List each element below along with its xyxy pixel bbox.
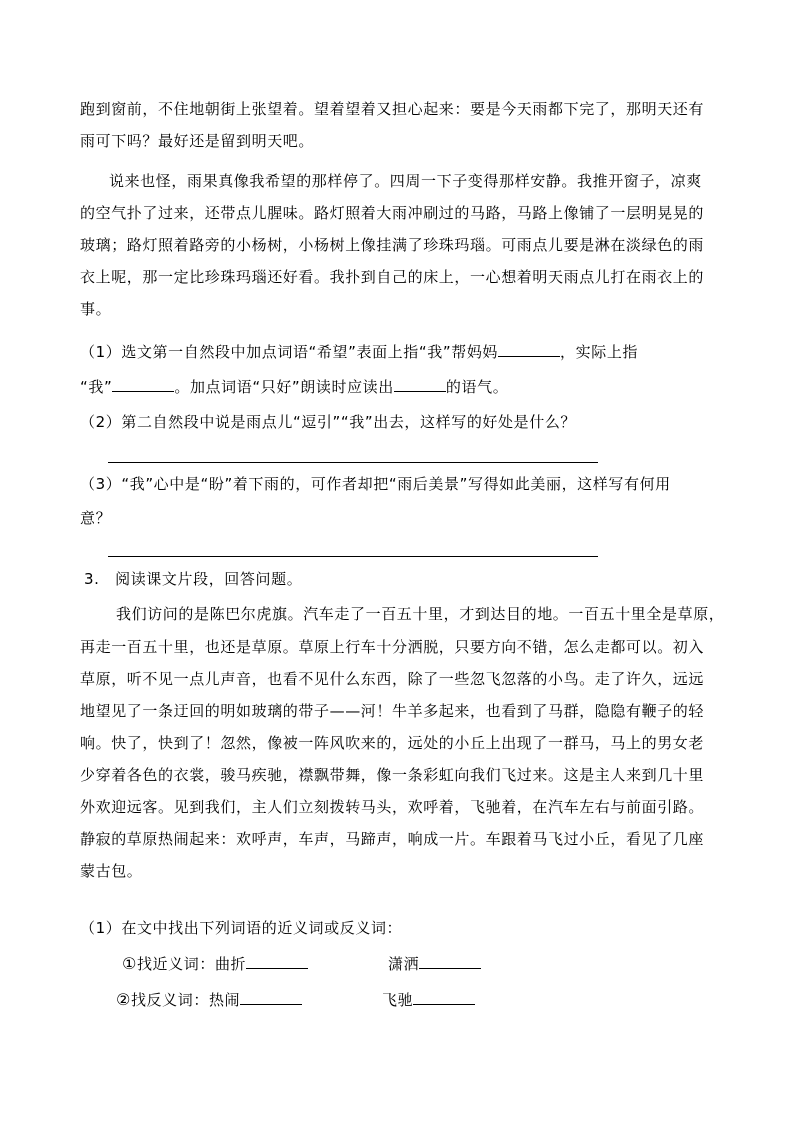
text-line: 响。快了，快到了！忽然，像被一阵风吹来的，远处的小丘上出现了一群马，马上的男女老: [80, 734, 705, 752]
section-3-title: 3. 阅读课文片段，回答问题。: [84, 570, 303, 588]
text-line: 蒙古包。: [80, 862, 143, 880]
synonym-row-2: [388, 953, 481, 975]
synonym-row: [122, 953, 308, 975]
text-line: 草原，听不见一点儿声音，也看不见什么东西，除了一些忽飞忽落的小鸟。走了许久，远远: [80, 670, 705, 688]
text-line: 静寂的草原热闹起来：欢呼声，车声，马蹄声，响成一片。车跟着马飞过小丘，看见了几座: [80, 830, 705, 848]
question-1: [80, 341, 638, 363]
answer-blank[interactable]: [498, 341, 560, 357]
text-line: 我们访问的是陈巴尔虎旗。汽车走了一百五十里，才到达目的地。一百五十里全是草原，: [116, 605, 725, 623]
question-text: “我”: [80, 378, 113, 396]
answer-blank[interactable]: [413, 989, 475, 1005]
text-line: 跑到窗前，不住地朝街上张望着。望着望着又担心起来：要是今天雨都下完了，那明天还有: [80, 100, 705, 118]
text-line: 外欢迎远客。见到我们，主人们立刻拨转马头，欢呼着，飞驰着，在汽车左右与前面引路。: [80, 798, 705, 816]
question-3: （3）“我”心中是“盼”着下雨的，可作者却把“雨后美景”写得如此美丽，这样写有何用: [80, 475, 671, 493]
text-line: 雨可下吗？最好还是留到明天吧。: [80, 132, 315, 150]
antonym-row-2: [382, 989, 475, 1011]
section-3-question-1: （1）在文中找出下列词语的近义词或反义词：: [80, 919, 403, 937]
text-line: 再走一百五十里，也还是草原。草原上行车十分洒脱，只要方向不错，怎么走都可以。初入: [80, 638, 705, 656]
question-1-cont: [80, 376, 508, 398]
answer-line[interactable]: [108, 556, 598, 557]
question-3-cont: 意？: [80, 509, 112, 527]
text-line: 地望见了一条迂回的明如玻璃的带子——河！牛羊多起来，也看到了马群，隐隐有鞭子的轻: [80, 702, 705, 720]
row-label: 找近义词：曲折: [136, 955, 247, 973]
answer-blank[interactable]: [240, 989, 302, 1005]
row-label: 飞驰: [382, 991, 414, 1009]
question-text: 。加点词语“只好”朗读时应读出: [174, 378, 394, 396]
text-line: 的空气扑了过来，还带点儿腥味。路灯照着大雨冲刷过的马路，马路上像铺了一层明晃晃的: [80, 204, 705, 222]
text-line: 事。: [80, 300, 112, 318]
text-line: 衣上呢，那一定比珍珠玛瑙还好看。我扑到自己的床上，一心想着明天雨点儿打在雨衣上的: [80, 268, 705, 286]
circled-number: ②: [116, 990, 131, 1009]
answer-blank[interactable]: [419, 953, 481, 969]
row-label: 找反义词：热闹: [130, 991, 241, 1009]
answer-line[interactable]: [108, 462, 598, 463]
question-2: （2）第二自然段中说是雨点儿“逗引”“我”出去，这样写的好处是什么？: [80, 413, 577, 431]
question-text: 的语气。: [445, 378, 509, 396]
text-line: 少穿着各色的衣裳，骏马疾驰，襟飘带舞，像一条彩虹向我们飞过来。这是主人来到几十里: [80, 766, 705, 784]
answer-blank[interactable]: [394, 376, 446, 392]
text-line: 玻璃；路灯照着路旁的小杨树，小杨树上像挂满了珍珠玛瑙。可雨点儿要是淋在淡绿色的雨: [80, 236, 705, 254]
answer-blank[interactable]: [112, 376, 174, 392]
antonym-row: [116, 989, 302, 1011]
text-line: 说来也怪，雨果真像我希望的那样停了。四周一下子变得那样安静。我推开窗子，凉爽: [109, 172, 702, 190]
answer-blank[interactable]: [246, 953, 308, 969]
question-text: ，实际上指: [560, 343, 639, 361]
row-label: 潇洒: [388, 955, 420, 973]
question-text: （1）选文第一自然段中加点词语“希望”表面上指“我”帮妈妈: [80, 343, 499, 361]
circled-number: ①: [122, 954, 137, 973]
